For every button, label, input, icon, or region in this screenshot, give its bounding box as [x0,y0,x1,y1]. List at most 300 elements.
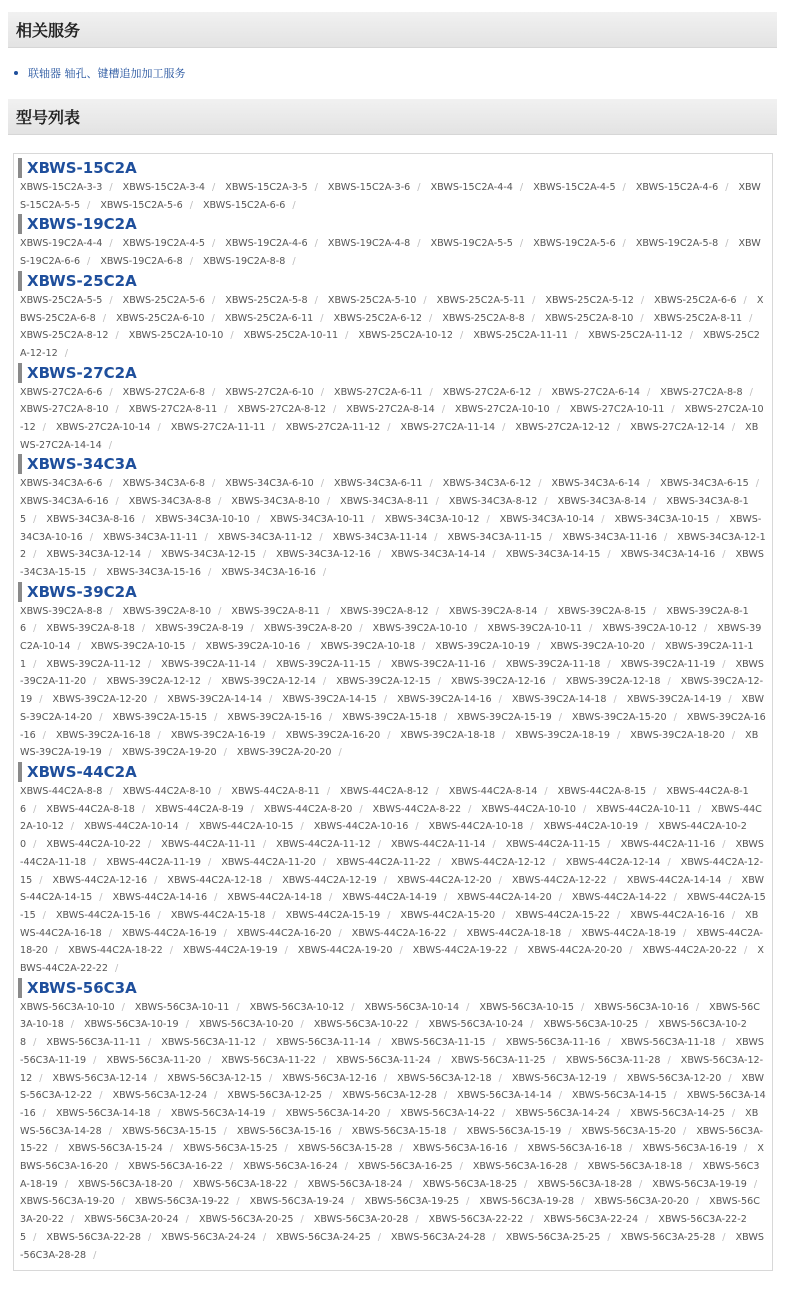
model-item-link[interactable]: XBWS-39C2A-10-19 [435,641,530,653]
model-item-link[interactable]: XBWS-39C2A-14-20 [20,694,764,723]
model-item-link[interactable]: XBWS-34C3A-14-15 [505,549,601,561]
model-item-link[interactable]: XBWS-56C3A-12-20 [626,1072,722,1084]
model-item-link[interactable]: XBWS-34C3A-8-16 [46,513,135,525]
model-item-link[interactable]: XBWS-44C2A-8-12 [340,785,429,797]
model-item-link[interactable]: XBWS-56C3A-11-12 [161,1037,256,1049]
model-item-link[interactable]: XBWS-56C3A-10-15 [479,1001,574,1013]
model-item-link[interactable]: XBWS-27C2A-10-12 [20,404,764,434]
model-item-link[interactable]: XBWS-44C2A-12-12 [451,856,546,868]
model-item-link[interactable]: XBWS-56C3A-25-25 [505,1231,601,1243]
model-item-link[interactable]: XBWS-34C3A-10-12 [384,513,480,525]
model-item-link[interactable]: XBWS-56C3A-10-20 [198,1019,294,1031]
model-item-link[interactable]: XBWS-44C2A-12-16 [52,874,148,886]
model-item-link[interactable]: XBWS-25C2A-6-10 [116,312,205,324]
model-item-link[interactable]: XBWS-44C2A-10-14 [84,821,179,833]
model-item-link[interactable]: XBWS-44C2A-14-15 [20,874,764,904]
model-item-link[interactable]: XBWS-34C3A-10-11 [270,513,365,525]
model-item-link[interactable]: XBWS-56C3A-20-20 [594,1196,689,1208]
model-item-link[interactable]: XBWS-25C2A-6-6 [654,294,737,306]
model-item-link[interactable]: XBWS-39C2A-11-19 [620,658,716,670]
model-item-link[interactable]: XBWS-44C2A-10-15 [198,821,294,833]
model-item-link[interactable]: XBWS-15C2A-4-4 [430,182,513,193]
model-item-link[interactable]: XBWS-56C3A-10-14 [364,1001,460,1013]
model-item-link[interactable]: XBWS-56C3A-18-20 [78,1178,173,1190]
model-item-link[interactable]: XBWS-56C3A-16-24 [243,1161,338,1173]
model-item-link[interactable]: XBWS-56C3A-16-22 [128,1161,223,1173]
model-item-link[interactable]: XBWS-27C2A-6-12 [442,386,532,398]
model-item-link[interactable]: XBWS-25C2A-10-12 [358,330,454,342]
model-item-link[interactable]: XBWS-34C3A-6-6 [20,478,103,490]
model-item-link[interactable]: XBWS-25C2A-11-11 [473,330,568,342]
model-item-link[interactable]: XBWS-56C3A-12-25 [227,1090,322,1102]
model-group-title[interactable]: XBWS-56C3A [18,978,768,998]
model-item-link[interactable]: XBWS-27C2A-8-8 [660,386,743,398]
model-item-link[interactable]: XBWS-39C2A-8-20 [263,623,353,635]
model-item-link[interactable]: XBWS-56C3A-20-22 [20,1196,760,1226]
model-item-link[interactable]: XBWS-56C3A-16-25 [358,1161,453,1173]
model-item-link[interactable]: XBWS-27C2A-6-6 [20,386,103,398]
model-item-link[interactable]: XBWS-44C2A-10-20 [20,821,747,851]
model-item-link[interactable]: XBWS-39C2A-11-14 [161,658,256,670]
model-item-link[interactable]: XBWS-44C2A-8-20 [263,803,353,815]
model-item-link[interactable]: XBWS-25C2A-12-12 [20,330,760,359]
model-item-link[interactable]: XBWS-56C3A-10-25 [543,1019,639,1031]
model-item-link[interactable]: XBWS-39C2A-10-14 [20,623,762,653]
model-item-link[interactable]: XBWS-56C3A-18-18 [587,1161,683,1173]
model-item-link[interactable]: XBWS-56C3A-12-22 [20,1072,764,1102]
model-item-link[interactable]: XBWS-44C2A-10-18 [428,821,524,833]
model-item-link[interactable]: XBWS-27C2A-12-14 [630,422,725,434]
model-item-link[interactable]: XBWS-19C2A-4-8 [327,238,411,250]
model-item-link[interactable]: XBWS-15C2A-3-5 [225,182,308,193]
model-item-link[interactable]: XBWS-39C2A-16-19 [170,729,266,741]
model-item-link[interactable]: XBWS-39C2A-15-20 [572,711,667,723]
model-item-link[interactable]: XBWS-56C3A-10-22 [313,1019,409,1031]
model-item-link[interactable]: XBWS-44C2A-11-22 [336,856,431,868]
model-item-link[interactable]: XBWS-56C3A-22-22 [428,1214,524,1226]
model-item-link[interactable]: XBWS-15C2A-4-6 [635,182,719,193]
model-item-link[interactable]: XBWS-56C3A-10-16 [594,1001,689,1013]
model-item-link[interactable]: XBWS-25C2A-10-11 [243,330,339,342]
model-item-link[interactable]: XBWS-44C2A-15-20 [400,909,496,921]
model-item-link[interactable]: XBWS-56C3A-10-11 [134,1001,230,1013]
model-item-link[interactable]: XBWS-39C2A-19-20 [122,747,217,759]
model-item-link[interactable]: XBWS-19C2A-6-6 [20,238,761,268]
model-item-link[interactable]: XBWS-56C3A-16-18 [527,1143,623,1155]
model-item-link[interactable]: XBWS-56C3A-18-22 [192,1178,288,1190]
model-item-link[interactable]: XBWS-39C2A-12-16 [451,676,546,688]
model-item-link[interactable]: XBWS-44C2A-10-12 [20,803,762,833]
model-item-link[interactable]: XBWS-19C2A-5-8 [635,238,719,250]
model-item-link[interactable]: XBWS-39C2A-16-20 [285,729,381,741]
model-item-link[interactable]: XBWS-39C2A-10-18 [320,641,416,653]
model-item-link[interactable]: XBWS-56C3A-24-24 [161,1231,256,1243]
model-item-link[interactable]: XBWS-34C3A-12-15 [161,549,256,561]
model-item-link[interactable]: XBWS-39C2A-8-11 [231,605,320,617]
model-item-link[interactable]: XBWS-34C3A-11-12 [217,531,313,543]
model-item-link[interactable]: XBWS-44C2A-12-14 [565,856,661,868]
model-item-link[interactable]: XBWS-56C3A-18-28 [537,1178,632,1190]
model-item-link[interactable]: XBWS-44C2A-20-22 [642,945,738,957]
model-item-link[interactable]: XBWS-27C2A-10-11 [569,404,665,416]
model-item-link[interactable]: XBWS-34C3A-6-16 [20,496,109,508]
model-item-link[interactable]: XBWS-25C2A-8-8 [442,312,525,324]
model-item-link[interactable]: XBWS-56C3A-10-28 [20,1019,747,1049]
model-item-link[interactable]: XBWS-39C2A-20-20 [236,747,332,759]
model-item-link[interactable]: XBWS-19C2A-5-6 [533,238,616,250]
model-item-link[interactable]: XBWS-15C2A-6-6 [202,199,286,211]
model-item-link[interactable]: XBWS-34C3A-10-14 [499,513,595,525]
model-item-link[interactable]: XBWS-56C3A-16-28 [472,1161,568,1173]
model-item-link[interactable]: XBWS-44C2A-14-18 [227,892,322,904]
model-item-link[interactable]: XBWS-44C2A-15-22 [515,909,610,921]
model-item-link[interactable]: XBWS-56C3A-11-22 [221,1054,316,1066]
model-item-link[interactable]: XBWS-27C2A-11-14 [400,422,496,434]
model-item-link[interactable]: XBWS-56C3A-15-18 [351,1125,447,1137]
model-item-link[interactable]: XBWS-25C2A-8-12 [20,330,109,342]
model-item-link[interactable]: XBWS-56C3A-11-19 [20,1037,764,1066]
model-item-link[interactable]: XBWS-39C2A-11-15 [276,658,371,670]
model-item-link[interactable]: XBWS-44C2A-14-20 [457,892,552,904]
model-item-link[interactable]: XBWS-34C3A-6-10 [225,478,314,490]
model-item-link[interactable]: XBWS-27C2A-11-11 [170,422,266,434]
model-item-link[interactable]: XBWS-27C2A-10-10 [455,404,550,416]
model-item-link[interactable]: XBWS-44C2A-16-22 [351,927,447,939]
model-item-link[interactable]: XBWS-44C2A-10-16 [313,821,409,833]
model-group-title[interactable]: XBWS-15C2A [18,158,768,178]
model-item-link[interactable]: XBWS-44C2A-10-19 [543,821,639,833]
model-item-link[interactable]: XBWS-39C2A-10-12 [602,623,697,635]
model-item-link[interactable]: XBWS-56C3A-12-14 [52,1072,148,1084]
model-item-link[interactable]: XBWS-27C2A-12-12 [515,422,610,434]
model-item-link[interactable]: XBWS-56C3A-20-24 [84,1214,179,1226]
model-item-link[interactable]: XBWS-25C2A-5-5 [20,294,103,306]
model-item-link[interactable]: XBWS-44C2A-11-12 [276,839,371,851]
model-item-link[interactable]: XBWS-34C3A-11-16 [562,531,657,543]
model-item-link[interactable]: XBWS-25C2A-5-6 [122,294,205,306]
model-item-link[interactable]: XBWS-56C3A-19-20 [20,1196,115,1208]
model-item-link[interactable]: XBWS-34C3A-14-14 [390,549,486,561]
model-group-title[interactable]: XBWS-44C2A [18,762,768,782]
model-item-link[interactable]: XBWS-56C3A-10-18 [20,1001,760,1031]
model-item-link[interactable]: XBWS-44C2A-19-22 [412,945,508,957]
model-item-link[interactable]: XBWS-56C3A-18-25 [422,1178,518,1190]
model-item-link[interactable]: XBWS-39C2A-12-15 [336,676,431,688]
model-item-link[interactable]: XBWS-39C2A-12-14 [221,676,316,688]
model-item-link[interactable]: XBWS-56C3A-14-24 [515,1107,610,1119]
model-item-link[interactable]: XBWS-27C2A-8-10 [20,404,109,416]
model-item-link[interactable]: XBWS-34C3A-6-14 [551,478,640,490]
model-item-link[interactable]: XBWS-56C3A-22-28 [46,1231,141,1243]
model-item-link[interactable]: XBWS-56C3A-12-16 [282,1072,377,1084]
model-item-link[interactable]: XBWS-34C3A-11-15 [447,531,543,543]
model-item-link[interactable]: XBWS-34C3A-6-11 [334,478,423,490]
model-item-link[interactable]: XBWS-39C2A-12-20 [52,694,148,706]
model-item-link[interactable]: XBWS-56C3A-10-12 [249,1001,345,1013]
model-item-link[interactable]: XBWS-39C2A-14-14 [167,694,262,706]
model-item-link[interactable]: XBWS-44C2A-11-18 [20,839,764,868]
model-item-link[interactable]: XBWS-56C3A-16-19 [642,1143,738,1155]
model-item-link[interactable]: XBWS-56C3A-16-16 [412,1143,508,1155]
model-item-link[interactable]: XBWS-34C3A-10-16 [20,513,762,543]
model-item-link[interactable]: XBWS-56C3A-14-18 [55,1107,151,1119]
model-item-link[interactable]: XBWS-44C2A-16-16 [630,909,725,921]
model-item-link[interactable]: XBWS-39C2A-18-19 [515,729,610,741]
model-item-link[interactable]: XBWS-44C2A-12-22 [511,874,607,886]
model-item-link[interactable]: XBWS-56C3A-14-28 [20,1107,759,1137]
model-item-link[interactable]: XBWS-34C3A-12-16 [276,549,371,561]
model-item-link[interactable]: XBWS-39C2A-8-12 [340,605,429,617]
model-item-link[interactable]: XBWS-44C2A-15-19 [285,909,381,921]
model-item-link[interactable]: XBWS-56C3A-15-20 [581,1125,677,1137]
model-item-link[interactable]: XBWS-44C2A-10-22 [46,839,141,851]
model-item-link[interactable]: XBWS-56C3A-10-19 [84,1019,179,1031]
model-item-link[interactable]: XBWS-39C2A-8-10 [122,605,212,617]
model-item-link[interactable]: XBWS-15C2A-3-6 [327,182,411,193]
related-service-link[interactable]: 联轴器 轴孔、键槽追加加工服务 [28,67,186,80]
model-item-link[interactable]: XBWS-44C2A-18-19 [581,927,677,939]
model-item-link[interactable]: XBWS-44C2A-11-20 [221,856,316,868]
model-item-link[interactable]: XBWS-25C2A-6-8 [20,294,764,324]
model-item-link[interactable]: XBWS-56C3A-12-24 [112,1090,208,1102]
model-item-link[interactable]: XBWS-44C2A-12-15 [20,856,764,886]
model-item-link[interactable]: XBWS-56C3A-20-28 [313,1214,409,1226]
model-item-link[interactable]: XBWS-39C2A-10-16 [205,641,301,653]
model-item-link[interactable]: XBWS-39C2A-18-18 [400,729,496,741]
model-item-link[interactable]: XBWS-56C3A-14-22 [400,1107,496,1119]
model-item-link[interactable]: XBWS-39C2A-15-18 [342,711,437,723]
model-item-link[interactable]: XBWS-39C2A-8-18 [46,623,135,635]
model-item-link[interactable]: XBWS-44C2A-15-16 [55,909,151,921]
model-item-link[interactable]: XBWS-44C2A-8-10 [122,785,212,797]
model-item-link[interactable]: XBWS-56C3A-12-15 [167,1072,262,1084]
model-item-link[interactable]: XBWS-44C2A-8-8 [20,785,103,797]
model-item-link[interactable]: XBWS-15C2A-4-5 [533,182,616,193]
model-item-link[interactable]: XBWS-56C3A-15-15 [122,1125,217,1137]
model-item-link[interactable]: XBWS-39C2A-14-18 [511,694,607,706]
model-item-link[interactable]: XBWS-39C2A-16-16 [20,711,766,741]
model-item-link[interactable]: XBWS-56C3A-12-18 [397,1072,492,1084]
model-item-link[interactable]: XBWS-44C2A-16-20 [236,927,332,939]
model-item-link[interactable]: XBWS-25C2A-5-10 [327,294,417,306]
model-item-link[interactable]: XBWS-44C2A-15-15 [20,892,766,921]
model-item-link[interactable]: XBWS-19C2A-4-4 [20,238,103,250]
model-item-link[interactable]: XBWS-27C2A-8-11 [128,404,218,416]
model-item-link[interactable]: XBWS-56C3A-15-16 [236,1125,332,1137]
model-item-link[interactable]: XBWS-34C3A-14-16 [620,549,716,561]
model-item-link[interactable]: XBWS-27C2A-11-12 [285,422,381,434]
model-item-link[interactable]: XBWS-34C3A-6-12 [442,478,532,490]
model-item-link[interactable]: XBWS-56C3A-11-14 [276,1037,371,1049]
model-item-link[interactable]: XBWS-27C2A-6-11 [334,386,423,398]
model-item-link[interactable]: XBWS-56C3A-14-16 [20,1090,766,1119]
model-item-link[interactable]: XBWS-39C2A-10-15 [90,641,186,653]
model-item-link[interactable]: XBWS-39C2A-19-19 [20,729,759,759]
model-item-link[interactable]: XBWS-34C3A-8-11 [340,496,429,508]
model-item-link[interactable]: XBWS-25C2A-11-12 [588,330,683,342]
model-group-title[interactable]: XBWS-19C2A [18,214,768,234]
model-item-link[interactable]: XBWS-44C2A-18-20 [20,927,764,957]
model-item-link[interactable]: XBWS-56C3A-28-28 [20,1231,764,1261]
model-group-title[interactable]: XBWS-39C2A [18,582,768,602]
model-item-link[interactable]: XBWS-27C2A-14-14 [20,422,759,451]
model-item-link[interactable]: XBWS-56C3A-15-28 [297,1143,393,1155]
model-item-link[interactable]: XBWS-15C2A-3-3 [20,182,103,193]
model-item-link[interactable]: XBWS-15C2A-5-6 [100,199,183,211]
model-item-link[interactable]: XBWS-25C2A-6-11 [224,312,314,324]
model-item-link[interactable]: XBWS-44C2A-14-19 [342,892,437,904]
model-item-link[interactable]: XBWS-56C3A-22-24 [543,1214,639,1226]
model-item-link[interactable]: XBWS-56C3A-14-14 [457,1090,552,1102]
model-item-link[interactable]: XBWS-56C3A-15-24 [68,1143,163,1155]
model-item-link[interactable]: XBWS-56C3A-18-19 [20,1161,760,1190]
model-item-link[interactable]: XBWS-44C2A-11-19 [106,856,202,868]
model-item-link[interactable]: XBWS-25C2A-5-12 [545,294,634,306]
model-item-link[interactable]: XBWS-44C2A-16-19 [122,927,217,939]
model-item-link[interactable]: XBWS-56C3A-25-28 [620,1231,716,1243]
model-item-link[interactable]: XBWS-39C2A-11-11 [20,641,754,670]
model-item-link[interactable]: XBWS-39C2A-10-10 [372,623,468,635]
model-item-link[interactable]: XBWS-44C2A-8-19 [155,803,244,815]
model-item-link[interactable]: XBWS-56C3A-14-19 [170,1107,266,1119]
model-item-link[interactable]: XBWS-44C2A-10-11 [596,803,691,815]
model-item-link[interactable]: XBWS-56C3A-22-25 [20,1214,747,1243]
model-item-link[interactable]: XBWS-25C2A-8-10 [544,312,634,324]
model-item-link[interactable]: XBWS-39C2A-11-20 [20,658,764,688]
model-item-link[interactable]: XBWS-39C2A-8-19 [155,623,244,635]
model-item-link[interactable]: XBWS-44C2A-11-11 [161,839,256,851]
model-item-link[interactable]: XBWS-34C3A-10-10 [155,513,250,525]
model-item-link[interactable]: XBWS-44C2A-19-20 [297,945,393,957]
model-item-link[interactable]: XBWS-27C2A-6-14 [551,386,640,398]
model-item-link[interactable]: XBWS-56C3A-24-25 [276,1231,371,1243]
model-item-link[interactable]: XBWS-34C3A-8-14 [557,496,647,508]
model-item-link[interactable]: XBWS-39C2A-15-16 [227,711,322,723]
model-item-link[interactable]: XBWS-19C2A-4-5 [122,238,205,250]
model-item-link[interactable]: XBWS-39C2A-12-18 [565,676,661,688]
model-group-title[interactable]: XBWS-25C2A [18,271,768,291]
model-item-link[interactable]: XBWS-56C3A-11-25 [451,1054,546,1066]
model-item-link[interactable]: XBWS-56C3A-19-25 [364,1196,460,1208]
model-item-link[interactable]: XBWS-34C3A-8-12 [448,496,538,508]
model-item-link[interactable]: XBWS-39C2A-10-20 [550,641,645,653]
model-item-link[interactable]: XBWS-56C3A-11-11 [46,1037,141,1049]
model-item-link[interactable]: XBWS-34C3A-16-16 [221,566,316,578]
model-item-link[interactable]: XBWS-25C2A-6-12 [333,312,423,324]
model-item-link[interactable]: XBWS-44C2A-8-22 [372,803,462,815]
model-item-link[interactable]: XBWS-39C2A-15-15 [112,711,208,723]
model-item-link[interactable]: XBWS-19C2A-6-8 [100,256,183,268]
model-item-link[interactable]: XBWS-56C3A-14-15 [572,1090,667,1102]
model-item-link[interactable]: XBWS-56C3A-24-28 [390,1231,486,1243]
model-item-link[interactable]: XBWS-34C3A-8-8 [128,496,212,508]
model-item-link[interactable]: XBWS-44C2A-14-14 [626,874,722,886]
model-item-link[interactable]: XBWS-44C2A-14-22 [572,892,667,904]
model-item-link[interactable]: XBWS-44C2A-16-18 [20,909,759,939]
model-item-link[interactable]: XBWS-44C2A-10-10 [481,803,576,815]
model-item-link[interactable]: XBWS-56C3A-18-24 [307,1178,403,1190]
model-item-link[interactable]: XBWS-56C3A-19-24 [249,1196,345,1208]
model-item-link[interactable]: XBWS-25C2A-5-8 [225,294,308,306]
model-item-link[interactable]: XBWS-34C3A-11-14 [332,531,428,543]
model-item-link[interactable]: XBWS-34C3A-6-15 [660,478,749,490]
model-item-link[interactable]: XBWS-19C2A-4-6 [225,238,308,250]
model-item-link[interactable]: XBWS-44C2A-15-18 [170,909,266,921]
model-item-link[interactable]: XBWS-15C2A-5-5 [20,182,761,211]
model-item-link[interactable]: XBWS-34C3A-12-12 [20,531,766,561]
model-item-link[interactable]: XBWS-34C3A-15-15 [20,549,764,578]
model-item-link[interactable]: XBWS-39C2A-18-20 [630,729,725,741]
model-item-link[interactable]: XBWS-19C2A-8-8 [202,256,286,268]
model-item-link[interactable]: XBWS-44C2A-19-19 [183,945,278,957]
model-item-link[interactable]: XBWS-56C3A-14-25 [630,1107,725,1119]
model-item-link[interactable]: XBWS-39C2A-11-12 [46,658,141,670]
model-item-link[interactable]: XBWS-39C2A-12-19 [20,676,764,706]
model-group-title[interactable]: XBWS-27C2A [18,363,768,383]
model-item-link[interactable]: XBWS-27C2A-6-8 [122,386,205,398]
model-item-link[interactable]: XBWS-44C2A-18-18 [466,927,562,939]
model-item-link[interactable]: XBWS-56C3A-15-22 [20,1125,764,1155]
model-item-link[interactable]: XBWS-39C2A-8-15 [557,605,647,617]
model-item-link[interactable]: XBWS-44C2A-11-14 [390,839,486,851]
model-item-link[interactable]: XBWS-56C3A-10-10 [20,1001,115,1013]
model-item-link[interactable]: XBWS-44C2A-20-20 [527,945,623,957]
model-item-link[interactable]: XBWS-39C2A-14-15 [282,694,377,706]
model-item-link[interactable]: XBWS-39C2A-14-19 [626,694,722,706]
model-item-link[interactable]: XBWS-56C3A-19-22 [134,1196,230,1208]
model-item-link[interactable]: XBWS-56C3A-12-12 [20,1054,764,1084]
model-item-link[interactable]: XBWS-56C3A-15-25 [183,1143,278,1155]
model-item-link[interactable]: XBWS-44C2A-12-19 [282,874,377,886]
model-item-link[interactable]: XBWS-44C2A-8-15 [557,785,647,797]
model-item-link[interactable]: XBWS-27C2A-8-14 [346,404,435,416]
model-item-link[interactable]: XBWS-56C3A-12-19 [511,1072,607,1084]
model-item-link[interactable]: XBWS-39C2A-8-14 [448,605,538,617]
model-item-link[interactable]: XBWS-39C2A-10-11 [487,623,583,635]
model-item-link[interactable]: XBWS-44C2A-11-16 [620,839,716,851]
model-item-link[interactable]: XBWS-44C2A-18-22 [68,945,163,957]
model-item-link[interactable]: XBWS-56C3A-19-19 [652,1178,747,1190]
model-item-link[interactable]: XBWS-25C2A-8-11 [653,312,743,324]
model-item-link[interactable]: XBWS-56C3A-19-28 [479,1196,574,1208]
model-item-link[interactable]: XBWS-56C3A-11-18 [620,1037,716,1049]
model-item-link[interactable]: XBWS-34C3A-8-10 [231,496,320,508]
model-item-link[interactable]: XBWS-44C2A-8-14 [448,785,538,797]
model-item-link[interactable]: XBWS-56C3A-11-15 [390,1037,486,1049]
model-item-link[interactable]: XBWS-39C2A-14-16 [397,694,492,706]
model-item-link[interactable]: XBWS-34C3A-15-16 [106,566,202,578]
model-item-link[interactable]: XBWS-39C2A-8-16 [20,605,749,635]
model-item-link[interactable]: XBWS-34C3A-8-15 [20,496,749,525]
model-item-link[interactable]: XBWS-15C2A-3-4 [122,182,205,193]
model-item-link[interactable]: XBWS-25C2A-10-10 [128,330,224,342]
model-item-link[interactable]: XBWS-44C2A-8-11 [231,785,320,797]
model-item-link[interactable]: XBWS-39C2A-11-16 [390,658,486,670]
model-item-link[interactable]: XBWS-44C2A-8-18 [46,803,135,815]
model-item-link[interactable]: XBWS-25C2A-5-11 [436,294,526,306]
model-item-link[interactable]: XBWS-34C3A-10-15 [614,513,710,525]
model-item-link[interactable]: XBWS-39C2A-16-18 [55,729,151,741]
model-item-link[interactable]: XBWS-34C3A-12-14 [46,549,141,561]
model-item-link[interactable]: XBWS-56C3A-11-20 [106,1054,202,1066]
model-item-link[interactable]: XBWS-34C3A-6-8 [122,478,205,490]
model-item-link[interactable]: XBWS-56C3A-11-16 [505,1037,601,1049]
model-item-link[interactable]: XBWS-56C3A-16-20 [20,1143,764,1173]
model-item-link[interactable]: XBWS-44C2A-11-15 [505,839,601,851]
model-item-link[interactable]: XBWS-56C3A-11-24 [336,1054,431,1066]
model-item-link[interactable]: XBWS-56C3A-10-24 [428,1019,524,1031]
model-item-link[interactable]: XBWS-56C3A-14-20 [285,1107,381,1119]
